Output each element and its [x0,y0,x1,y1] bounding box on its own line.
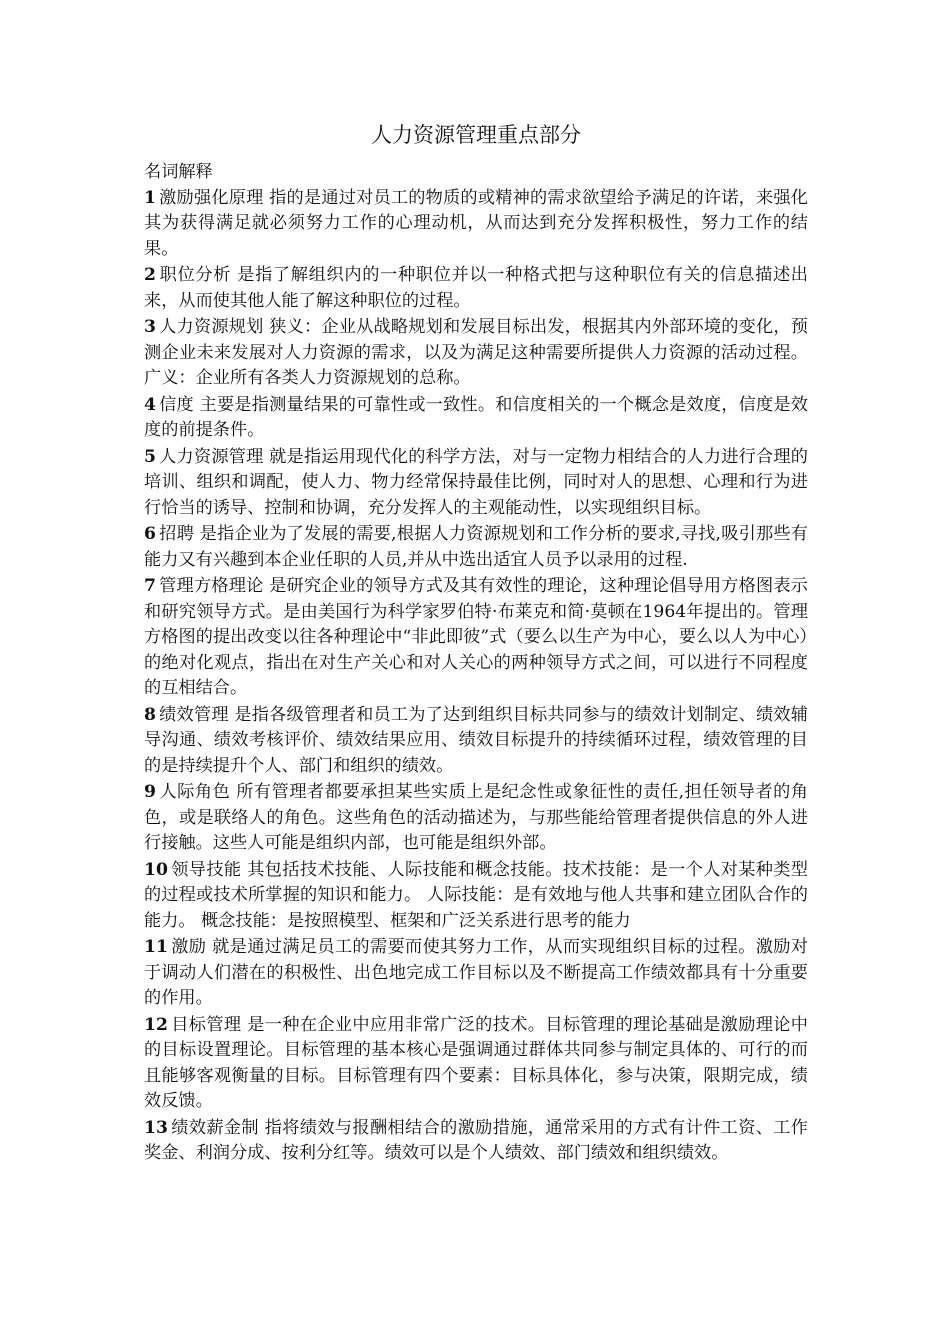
entry-number: 12 [144,1014,168,1035]
entry-number: 7 [144,576,156,596]
entry-number: 4 [144,394,156,415]
entry-number: 10 [144,859,168,880]
entry-number: 2 [144,265,156,285]
entry-item [144,445,808,522]
entry-list [144,186,808,1167]
entry-text: 领导技能 其包括技术技能、人际技能和概念技能。技术技能：是一个人对某种类型的过程或技术所掌握的知识和能力。 人际技能：是有效地与他人共事和建立团队合作的能力。 概念技能：是按照模型、框架和广泛关系进行思考的能力 [144,859,808,931]
entry-number: 1 [144,187,156,208]
entry-text: 招聘 是指企业为了发展的需要,根据人力资源规划和工作分析的要求,寻找,吸引那些有能力又有兴趣到本企业任职的人员,并从中选出适宜人员予以录用的过程. [144,524,808,570]
entry-item [144,263,808,314]
entry-item [144,935,808,1012]
entry-item [144,522,808,573]
entry-text: 信度 主要是指测量结果的可靠性或一致性。和信度相关的一个概念是效度，信度是效度的前提条件。 [144,394,808,440]
entry-number: 11 [144,937,168,957]
entry-number: 9 [144,782,156,802]
entry-number: 6 [144,524,156,544]
entry-text: 管理方格理论 是研究企业的领导方式及其有效性的理论，这种理论倡导用方格图表示和研究领导方式。是由美国行为科学家罗伯特·布莱克和简·莫顿在1964年提出的。管理方格图的提出改变以往各种理论中“非此即彼”式（要么以生产为中心，要么以人为中心）的绝对化观点，指出在对生产关心和对人关心的两种领导方式之间，可以进行不同程度的互相结合。 [144,576,808,698]
entry-number: 3 [144,317,156,337]
entry-item [144,186,808,263]
entry-text: 人力资源规划 狭义：企业从战略规划和发展目标出发，根据其内外部环境的变化，预测企业未来发展对人力资源的需求，以及为满足这种需要所提供人力资源的活动过程。 广义：企业所有各类人力资源规划的总称。 [144,317,808,388]
entry-item [144,780,808,857]
entry-item [144,1013,808,1115]
entry-number: 13 [144,1117,168,1138]
entry-item [144,703,808,780]
document-title: 人力资源管理重点部分 [371,123,581,147]
entry-text: 绩效薪金制 指将绩效与报酬相结合的激励措施，通常采用的方式有计件工资、工作奖金、利润分成、按利分红等。绩效可以是个人绩效、部门绩效和组织绩效。 [144,1117,808,1163]
entry-text: 绩效管理 是指各级管理者和员工为了达到组织目标共同参与的绩效计划制定、绩效辅导沟通、绩效考核评价、绩效结果应用、绩效目标提升的持续循环过程，绩效管理的目的是持续提升个人、部门和组织的绩效。 [144,704,808,776]
entry-item [144,1116,808,1167]
section-heading: 名词解释 [144,162,213,182]
entry-item [144,858,808,935]
entry-text: 职位分析 是指了解组织内的一种职位并以一种格式把与这种职位有关的信息描述出来，从而使其他人能了解这种职位的过程。 [144,265,808,311]
entry-text: 目标管理 是一种在企业中应用非常广泛的技术。目标管理的理论基础是激励理论中的目标设置理论。目标管理的基本核心是强调通过群体共同参与制定具体的、可行的而且能够客观衡量的目标。目标管理有四个要素：目标具体化，参与决策，限期完成，绩效反馈。 [144,1014,808,1111]
entry-text: 激励 就是通过满足员工的需要而使其努力工作，从而实现组织目标的过程。激励对于调动人们潜在的积极性、出色地完成工作目标以及不断提高工作绩效都具有十分重要的作用。 [144,937,808,1008]
entry-text: 人际角色 所有管理者都要承担某些实质上是纪念性或象征性的责任,担任领导者的角色，或是联络人的角色。这些角色的活动描述为，与那些能给管理者提供信息的外人进行接触。这些人可能是组织内部，也可能是组织外部。 [144,782,808,853]
entry-number: 5 [144,446,156,467]
entry-text: 激励强化原理 指的是通过对员工的物质的或精神的需求欲望给予满足的许诺，来强化其为获得满足就必须努力工作的心理动机，从而达到充分发挥积极性，努力工作的结果。 [144,187,808,259]
entry-item [144,393,808,444]
entry-text: 人力资源管理 就是指运用现代化的科学方法，对与一定物力相结合的人力进行合理的培训、组织和调配，使人力、物力经常保持最佳比例，同时对人的思想、心理和行为进行恰当的诱导、控制和协调，充分发挥人的主观能动性，以实现组织目标。 [144,446,808,518]
entry-item [144,315,808,392]
entry-number: 8 [144,704,156,725]
document-page [144,118,808,1168]
entry-item [144,574,808,702]
